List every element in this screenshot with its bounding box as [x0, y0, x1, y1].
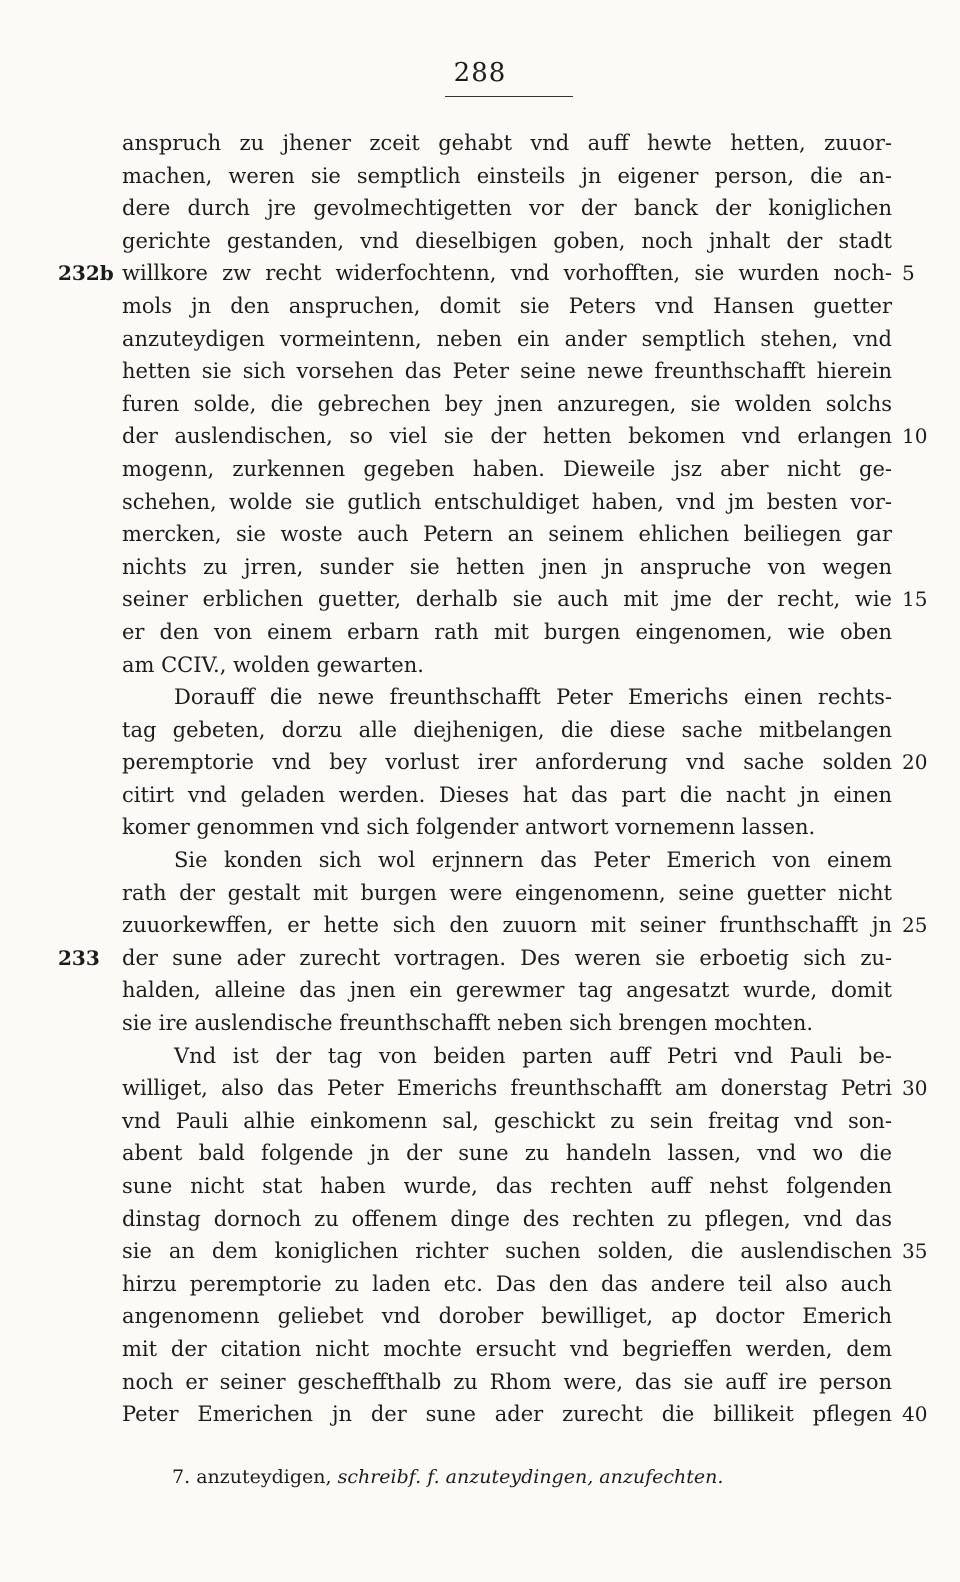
- text-line: dinstag dornoch zu offenem dinge des rechten zu pflegen, vnd das: [122, 1206, 892, 1231]
- text-line: vnd Pauli alhie einkomenn sal, geschickt zu sein freitag vnd son-: [122, 1108, 892, 1133]
- text-line: citirt vnd geladen werden. Dieses hat das part die nacht jn einen: [122, 782, 892, 807]
- footnote-term: anzuteydigen,: [196, 1466, 332, 1488]
- footnote-number: 7.: [172, 1466, 191, 1488]
- footnote: [172, 1466, 732, 1488]
- text-line: dere durch jre gevolmechtigetten vor der banck der koniglichen: [122, 196, 892, 221]
- line-number: 20: [902, 750, 928, 775]
- text-line: Dorauff die newe freunthschafft Peter Emerichs einen rechts-: [174, 685, 892, 710]
- folio-marker: 232b: [58, 261, 114, 286]
- header-rule: [445, 96, 573, 97]
- text-line: komer genommen vnd sich folgender antwort vornemenn lassen.: [122, 815, 816, 840]
- line-number: 30: [902, 1076, 928, 1101]
- text-line: hetten sie sich vorsehen das Peter seine newe freunthschafft hierein: [122, 359, 892, 384]
- text-line: furen solde, die gebrechen bey jnen anzuregen, sie wolden solchs: [122, 391, 892, 416]
- line-number: 15: [902, 587, 928, 612]
- text-line: williget, also das Peter Emerichs freunthschafft am donerstag Petri: [122, 1076, 892, 1101]
- text-line: machen, weren sie semptlich einsteils jn eigener person, die an-: [122, 163, 892, 188]
- text-line: halden, alleine das jnen ein gerewmer tag angesatzt wurde, domit: [122, 978, 892, 1003]
- folio-marker: 233: [58, 946, 100, 970]
- text-line: zuuorkewffen, er hette sich den zuuorn mit seiner frunthschafft jn: [122, 913, 892, 938]
- text-line: der sune ader zurecht vortragen. Des weren sie erboetig sich zu-: [122, 945, 892, 970]
- text-line: mit der citation nicht mochte ersucht vnd begrieffen werden, dem: [122, 1336, 892, 1361]
- text-line: hirzu peremptorie zu laden etc. Das den das andere teil also auch: [122, 1271, 892, 1296]
- text-line: er den von einem erbarn rath mit burgen eingenomen, wie oben: [122, 619, 892, 644]
- line-number: 35: [902, 1239, 928, 1264]
- text-line: Sie konden sich wol erjnnern das Peter Emerich von einem: [174, 848, 892, 873]
- page-number: 288: [453, 58, 507, 88]
- footnote-note: schreibf. f. anzuteydingen, anzufechten.: [337, 1466, 724, 1488]
- text-line: rath der gestalt mit burgen were eingenomenn, seine guetter nicht: [122, 880, 892, 905]
- text-line: mercken, sie woste auch Petern an seinem ehlichen beiliegen gar: [122, 522, 892, 547]
- text-line: seiner erblichen guetter, derhalb sie auch mit jme der recht, wie: [122, 587, 892, 612]
- text-line: am CCIV., wolden gewarten.: [122, 652, 424, 677]
- text-line: Peter Emerichen jn der sune ader zurecht die billikeit pflegen: [122, 1402, 892, 1427]
- text-line: willkore zw recht widerfochtenn, vnd vorhofften, sie wurden noch-: [122, 261, 892, 286]
- text-line: sune nicht stat haben wurde, das rechten auff nehst folgenden: [122, 1174, 892, 1198]
- text-line: Vnd ist der tag von beiden parten auff Petri vnd Pauli be-: [174, 1043, 892, 1068]
- text-line: sie an dem koniglichen richter suchen solden, die auslendischen: [122, 1239, 892, 1264]
- line-number: 25: [902, 913, 928, 938]
- text-line: der auslendischen, so viel sie der hetten bekomen vnd erlangen: [122, 424, 892, 449]
- text-line: anzuteydigen vormeintenn, neben ein ander semptlich stehen, vnd: [122, 326, 892, 351]
- main-text: [122, 127, 892, 1431]
- line-number: 5: [902, 261, 915, 286]
- text-line: peremptorie vnd bey vorlust irer anforderung vnd sache solden: [122, 750, 892, 775]
- text-line: mogenn, zurkennen gegeben haben. Dieweile jsz aber nicht ge-: [122, 456, 892, 481]
- line-number: 40: [902, 1402, 928, 1427]
- text-line: schehen, wolde sie gutlich entschuldiget haben, vnd jm besten vor-: [122, 489, 892, 514]
- text-line: mols jn den anspruchen, domit sie Peters vnd Hansen guetter: [122, 293, 892, 318]
- text-line: anspruch zu jhener zceit gehabt vnd auff hewte hetten, zuuor-: [122, 131, 892, 155]
- text-line: gerichte gestanden, vnd dieselbigen goben, noch jnhalt der stadt: [122, 228, 892, 253]
- text-line: noch er seiner gescheffthalb zu Rhom were, das sie auff ire person: [122, 1369, 892, 1394]
- text-line: nichts zu jrren, sunder sie hetten jnen jn anspruche von wegen: [122, 554, 892, 579]
- text-line: angenomenn geliebet vnd dorober bewilliget, ap doctor Emerich: [122, 1304, 892, 1329]
- text-line: sie ire auslendische freunthschafft neben sich brengen mochten.: [122, 1011, 814, 1036]
- text-line: abent bald folgende jn der sune zu handeln lassen, vnd wo die: [122, 1141, 892, 1166]
- text-line: tag gebeten, dorzu alle diejhenigen, die diese sache mitbelangen: [122, 717, 892, 742]
- line-number: 10: [902, 424, 928, 449]
